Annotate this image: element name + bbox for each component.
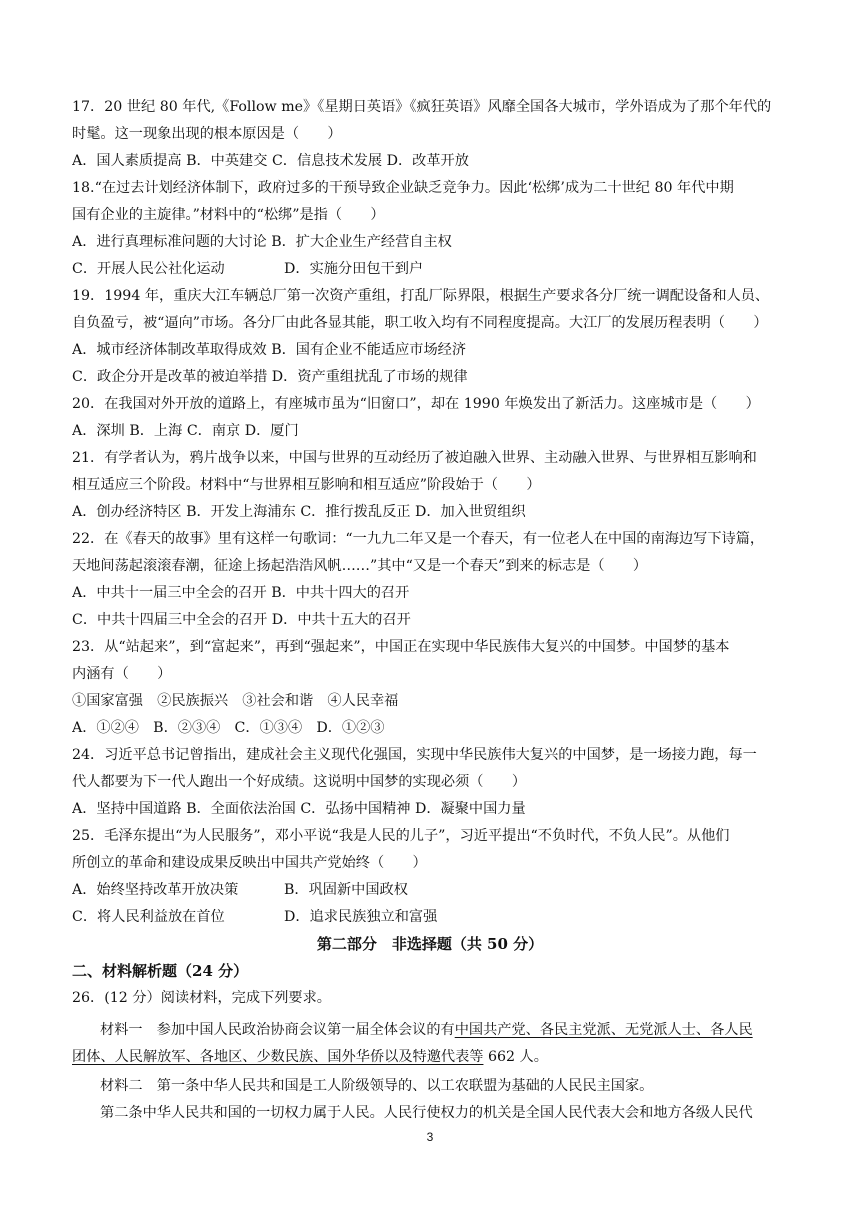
material-1-underlined-2: 团体、人民解放军、各地区、少数民族、国外华侨以及特邀代表等 xyxy=(72,1049,484,1065)
q21-stem-line1: 21．有学者认为，鸦片战争以来，中国与世界的互动经历了被迫融入世界、主动融入世界、与世界相互影响和 xyxy=(72,450,757,466)
q19-stem-line1: 19．1994 年，重庆大江车辆总厂第一次资产重组，打乱厂际界限，根据生产要求各分厂统一调配设备和人员、 xyxy=(72,288,770,304)
q19-stem-line2: 自负盈亏，被“逼向”市场。各分厂由此各显其能，职工收入均有不同程度提高。大江厂的发展历程表明（ ） xyxy=(72,315,768,331)
material-1-line2 xyxy=(72,1047,792,1067)
q18-option-d: D．实施分田包干到户 xyxy=(284,261,424,277)
page-number: 3 xyxy=(426,1130,434,1144)
q18-options-row1: A．进行真理标准问题的大讨论 B．扩大企业生产经营自主权 xyxy=(72,234,452,250)
q23-stem-line1: 23．从“站起来”，到“富起来”，再到“强起来”，中国正在实现中华民族伟大复兴的中国梦。中国梦的基本 xyxy=(72,639,730,655)
q25-option-d: D．追求民族独立和富强 xyxy=(284,909,438,925)
q22-options-row2: C．中共十四届三中全会的召开 D．中共十五大的召开 xyxy=(72,612,411,628)
section-title: 二、材料解析题（24 分） xyxy=(72,962,249,980)
q23-stem-line2: 内涵有（ ） xyxy=(72,666,172,682)
q22-options-row1: A．中共十一届三中全会的召开 B．中共十四大的召开 xyxy=(72,585,410,601)
material-2-line2: 第二条中华人民共和国的一切权力属于人民。人民行使权力的机关是全国人民代表大会和地方各级人民代 xyxy=(100,1105,753,1121)
material-1-tail: 662 人。 xyxy=(483,1049,548,1065)
q25-option-b: B．巩固新中国政权 xyxy=(284,882,408,898)
q23-options: A．①②④ B．②③④ C．①③④ D．①②③ xyxy=(72,720,385,736)
q17-options: A．国人素质提高 B．中英建交 C．信息技术发展 D．改革开放 xyxy=(72,153,469,169)
q26-stem: 26．(12 分）阅读材料，完成下列要求。 xyxy=(72,990,331,1006)
material-1-line1 xyxy=(100,1020,792,1040)
q21-stem-line2: 相互适应三个阶段。材料中“与世界相互影响和相互适应”阶段始于（ ） xyxy=(72,477,541,493)
part2-title: 第二部分 非选择题（共 50 分） xyxy=(316,935,544,953)
q17-stem-line1: 17．20 世纪 80 年代,《Follow me》《星期日英语》《疯狂英语》风靡全国各大城市，学外语成为了那个年代的 xyxy=(72,99,772,115)
q24-options: A．坚持中国道路 B．全面依法治国 C．弘扬中国精神 D．凝聚中国力量 xyxy=(72,801,526,817)
q25-option-a: A．始终坚持改革开放决策 xyxy=(72,882,239,898)
q18-option-c: C．开展人民公社化运动 xyxy=(72,261,225,277)
q24-stem-line1: 24．习近平总书记曾指出，建成社会主义现代化强国，实现中华民族伟大复兴的中国梦，是一场接力跑，每一 xyxy=(72,747,757,763)
q23-statements: ①国家富强 ②民族振兴 ③社会和谐 ④人民幸福 xyxy=(72,693,399,709)
material-1-underlined-1: 中国共产党、各民主党派、无党派人士、各人民 xyxy=(454,1022,753,1038)
q22-stem-line2: 天地间荡起滚滚春潮，征途上扬起浩浩风帆……”其中“又是一个春天”到来的标志是（ ） xyxy=(72,558,648,574)
q21-options: A．创办经济特区 B．开发上海浦东 C．推行拨乱反正 D．加入世贸组织 xyxy=(72,504,526,520)
q19-options-row1: A．城市经济体制改革取得成效 B．国有企业不能适应市场经济 xyxy=(72,342,467,358)
q18-stem-line2: 国有企业的主旋律。”材料中的“松绑”是指（ ） xyxy=(72,207,385,223)
q20-options: A．深圳 B．上海 C．南京 D．厦门 xyxy=(72,423,299,439)
q22-stem-line1: 22．在《春天的故事》里有这样一句歌词：“一九九二年又是一个春天，有一位老人在中国的南海边写下诗篇， xyxy=(72,531,765,547)
q25-stem-line2: 所创立的革命和建设成果反映出中国共产党始终（ ） xyxy=(72,855,427,871)
q17-stem-line2: 时髦。这一现象出现的根本原因是（ ） xyxy=(72,126,342,142)
material-1-lead: 材料一 参加中国人民政治协商会议第一届全体会议的有 xyxy=(100,1022,455,1038)
q19-options-row2: C．政企分开是改革的被迫举措 D．资产重组扰乱了市场的规律 xyxy=(72,369,468,385)
q24-stem-line2: 代人都要为下一代人跑出一个好成绩。这说明中国梦的实现必须（ ） xyxy=(72,774,527,790)
q25-option-c: C．将人民利益放在首位 xyxy=(72,909,225,925)
material-2-line1: 材料二 第一条中华人民共和国是工人阶级领导的、以工农联盟为基础的人民民主国家。 xyxy=(100,1078,654,1094)
q20-stem: 20．在我国对外开放的道路上，有座城市虽为“旧窗口”，却在 1990 年焕发出了新活力。这座城市是（ ） xyxy=(72,396,760,412)
q18-stem-line1: 18.“在过去计划经济体制下，政府过多的干预导致企业缺乏竞争力。因此‘松绑’成为二十世纪 80 年代中期 xyxy=(72,180,734,196)
q25-stem-line1: 25．毛泽东提出“为人民服务”，邓小平说“我是人民的儿子”，习近平提出“不负时代，不负人民”。从他们 xyxy=(72,828,730,844)
